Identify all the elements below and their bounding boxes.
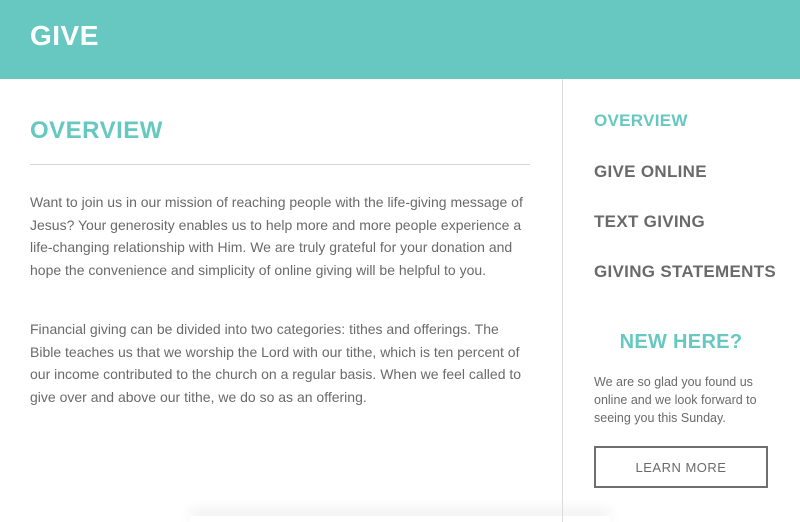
giving-categories-paragraph: Financial giving can be divided into two categories: tithes and offerings. The Bible teaches us that we worship the Lord with our tithe, which is ten percent of our income contributed to the church on a regular basis. When we feel called to give over and above our tithe, we do so as an offering. — [30, 321, 522, 405]
sidebar-item-giving-statements[interactable]: GIVING STATEMENTS — [594, 262, 777, 281]
sidebar-item-overview[interactable]: OVERVIEW — [594, 111, 688, 130]
sidebar-item-text-giving[interactable]: TEXT GIVING — [594, 212, 705, 231]
sidebar — [563, 79, 800, 522]
sidebar-item-give-online[interactable]: GIVE ONLINE — [594, 162, 707, 181]
header-title: GIVE — [30, 20, 99, 51]
title-divider — [30, 164, 530, 165]
section-title: OVERVIEW — [30, 117, 163, 144]
intro-paragraph: Want to join us in our mission of reaching people with the life-giving message of Jesus? Your generosity enables us to help more and more people experience a life-changing relationship with Him. We are truly grateful for your donation and hope the convenience and simplicity of online giving will be helpful to you. — [30, 194, 523, 278]
new-here-text: We are so glad you found us online and we look forward to seeing you this Sunday. — [594, 375, 757, 425]
new-here-title: NEW HERE? — [619, 331, 743, 353]
page-header — [0, 0, 800, 79]
main-content — [0, 79, 562, 522]
learn-more-button[interactable]: LEARN MORE — [594, 446, 768, 488]
footer-shadow — [190, 516, 610, 522]
